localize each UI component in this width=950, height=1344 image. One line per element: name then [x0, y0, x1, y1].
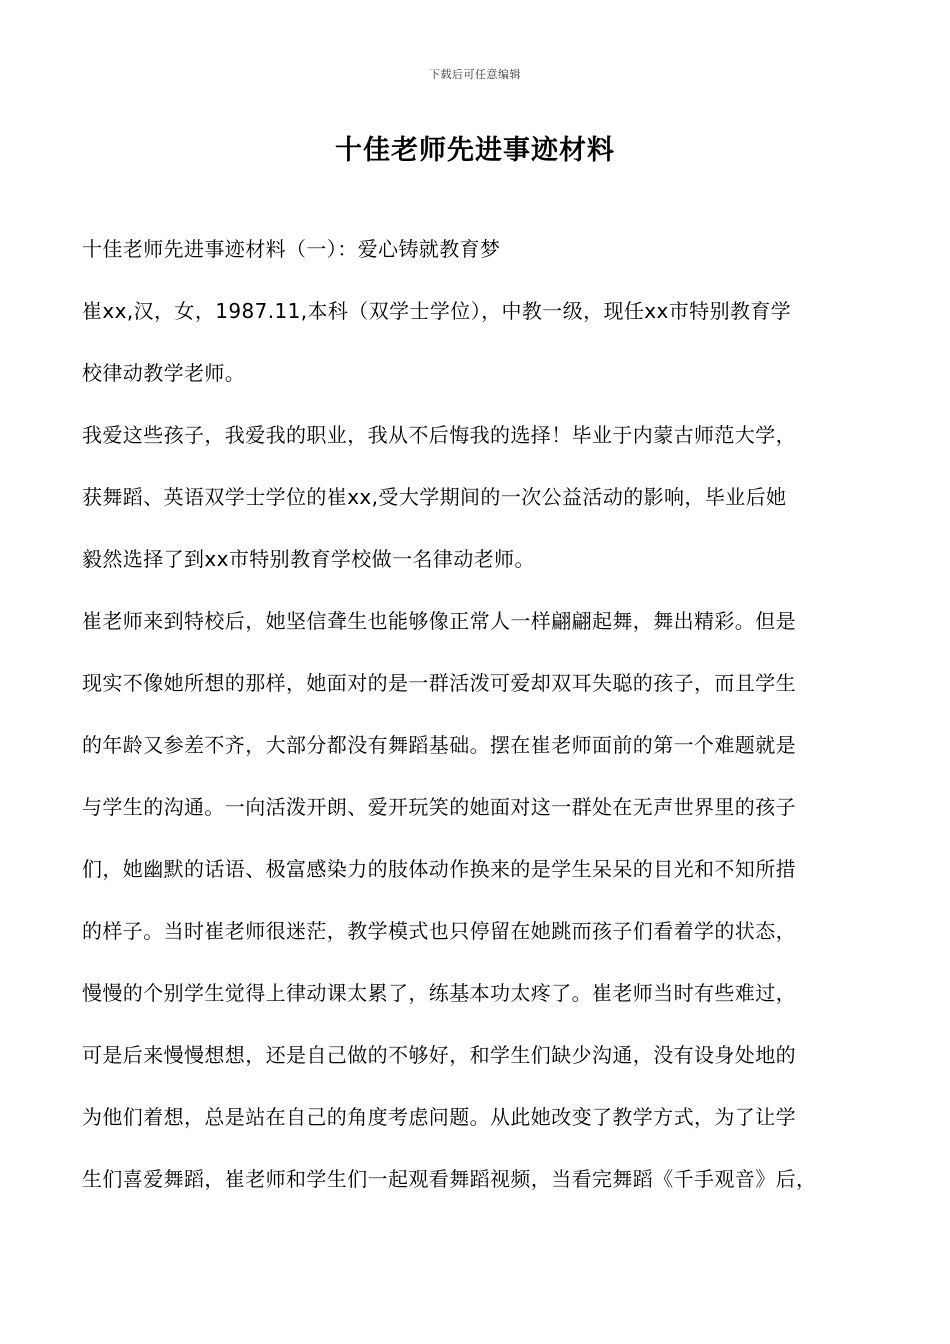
text-line: 现实不像她所想的那样，她面对的是一群活泼可爱却双耳失聪的孩子，而且学生 [82, 671, 796, 695]
text-line: 毅然选择了到xx市特别教育学校做一名律动老师。 [82, 547, 535, 571]
text-line: 慢慢的个别学生觉得上律动课太累了，练基本功太疼了。崔老师当时有些难过， [82, 981, 796, 1005]
paragraph [82, 590, 882, 1210]
document-body [82, 218, 882, 1210]
text-line: 崔老师来到特校后，她坚信聋生也能够像正常人一样翩翩起舞，舞出精彩。但是 [82, 609, 796, 633]
text-line: 十佳老师先进事迹材料（一）：爱心铸就教育梦 [82, 237, 501, 261]
text-line: 与学生的沟通。一向活泼开朗、爱开玩笑的她面对这一群处在无声世界里的孩子 [82, 795, 796, 819]
paragraph [82, 404, 882, 590]
text-line: 的样子。当时崔老师很迷茫，教学模式也只停留在她跳而孩子们看着学的状态， [82, 919, 796, 943]
text-line: 生们喜爱舞蹈，崔老师和学生们一起观看舞蹈视频，当看完舞蹈《千手观音》后， [82, 1167, 817, 1191]
paragraph [82, 280, 882, 404]
text-line: 为他们着想，总是站在自己的角度考虑问题。从此她改变了教学方式，为了让学 [82, 1105, 796, 1129]
text-line: 的年龄又参差不齐，大部分都没有舞蹈基础。摆在崔老师面前的第一个难题就是 [82, 733, 796, 757]
section-heading [82, 218, 882, 280]
text-line: 们，她幽默的话语、极富感染力的肢体动作换来的是学生呆呆的目光和不知所措 [82, 857, 796, 881]
text-line: 校律动教学老师。 [82, 361, 246, 385]
text-line: 获舞蹈、英语双学士学位的崔xx,受大学期间的一次公益活动的影响，毕业后她 [82, 485, 787, 509]
text-line: 我爱这些孩子，我爱我的职业，我从不后悔我的选择！毕业于内蒙古师范大学， [82, 423, 796, 447]
document-title: 十佳老师先进事迹材料 [335, 135, 615, 166]
text-line: 崔xx,汉，女，1987.11,本科（双学士学位），中教一级，现任xx市特别教育学 [82, 299, 792, 323]
header-note: 下载后可任意编辑 [429, 68, 521, 81]
text-line: 可是后来慢慢想想，还是自己做的不够好，和学生们缺少沟通，没有设身处地的 [82, 1043, 796, 1067]
